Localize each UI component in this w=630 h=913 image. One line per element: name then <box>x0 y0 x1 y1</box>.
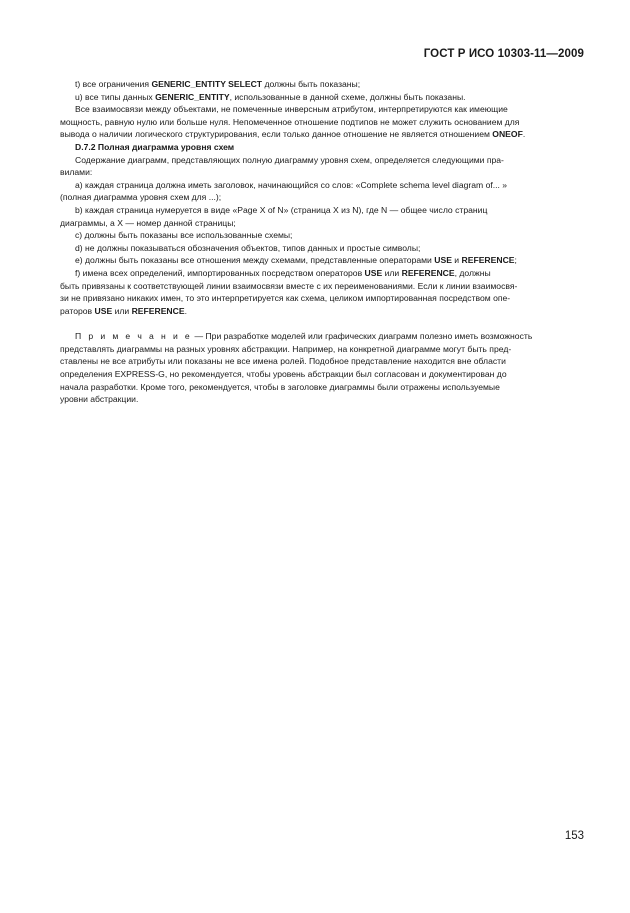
rule-f: f) имена всех определений, импортированных посредством операторов USE или REFERENCE, должны <box>75 267 491 278</box>
document-header: ГОСТ Р ИСО 10303-11—2009 <box>423 48 584 60</box>
section-heading: D.7.2 Полная диаграмма уровня схем <box>75 141 235 152</box>
rule-a: a) каждая страница должна иметь заголовок, начинающийся со слов: «Complete schema level diagram of... » <box>75 179 508 190</box>
note-line-2: представлять диаграммы на разных уровнях абстракции. Например, на конкретной диаграмме могут быть пред- <box>60 343 512 354</box>
paragraph-relations: Все взаимосвязи между объектами, не помеченные инверсным атрибутом, интерпретируются как имеющие <box>75 104 508 115</box>
page-number: 153 <box>564 830 584 842</box>
note-line-3: ставлены не все атрибуты или показаны не все имена ролей. Подобное представление находится вне области <box>60 356 506 367</box>
rule-f-cont-2: зи не привязано никаких имен, то это интерпретируется как схема, целиком импортированная посредством опе- <box>60 293 511 304</box>
rule-c: c) должны быть показаны все использованные схемы; <box>75 230 293 241</box>
note-line-5: начала разработки. Кроме того, рекомендуется, чтобы в заголовке диаграммы были отражены используемые <box>60 381 500 392</box>
page-content <box>60 78 582 406</box>
rule-e: e) должны быть показаны все отношения между схемами, представленные операторами USE и REFERENCE; <box>75 255 517 266</box>
note-label: П р и м е ч а н и е <box>75 331 193 342</box>
rule-f-cont-1: быть привязаны к соответствующей линии взаимосвязи вместе с их переименованиями. Если к линии взаимосвя- <box>60 280 518 291</box>
note-line-6: уровни абстракции. <box>60 394 139 405</box>
rule-f-cont-3: раторов USE или REFERENCE. <box>60 305 187 316</box>
rule-b-cont: диаграммы, а X — номер данной страницы; <box>60 217 236 228</box>
section-intro: Содержание диаграмм, представляющих полную диаграмму уровня схем, определяется следующими пра- <box>75 154 504 165</box>
rule-d: d) не должны показываться обозначения объектов, типов данных и простые символы; <box>75 242 421 253</box>
list-item-u: u) все типы данных GENERIC_ENTITY, использованные в данной схеме, должны быть показаны. <box>75 91 466 102</box>
note-paragraph: П р и м е ч а н и е — При разработке моделей или графических диаграмм полезно иметь возможность <box>75 331 533 342</box>
section-intro-cont: вилами: <box>60 167 93 178</box>
list-item-t: t) все ограничения GENERIC_ENTITY SELECT должны быть показаны; <box>75 79 361 89</box>
rule-a-cont: (полная диаграмма уровня схем для ...); <box>60 192 222 203</box>
note-line-4: определения EXPRESS-G, но рекомендуется, чтобы уровень абстракции был согласован и документирован до <box>60 369 507 380</box>
rule-b: b) каждая страница нумеруется в виде «Page X of N» (страница X из N), где N — общее число страниц <box>75 204 488 215</box>
paragraph-relations-end: вывода о наличии логического структурирования, если только данное отношение не является отношением ONEOF. <box>60 129 526 140</box>
paragraph-relations-cont: мощность, равную нулю или больше нуля. Непомеченное отношение подтипов не может служить основанием для <box>60 116 520 127</box>
